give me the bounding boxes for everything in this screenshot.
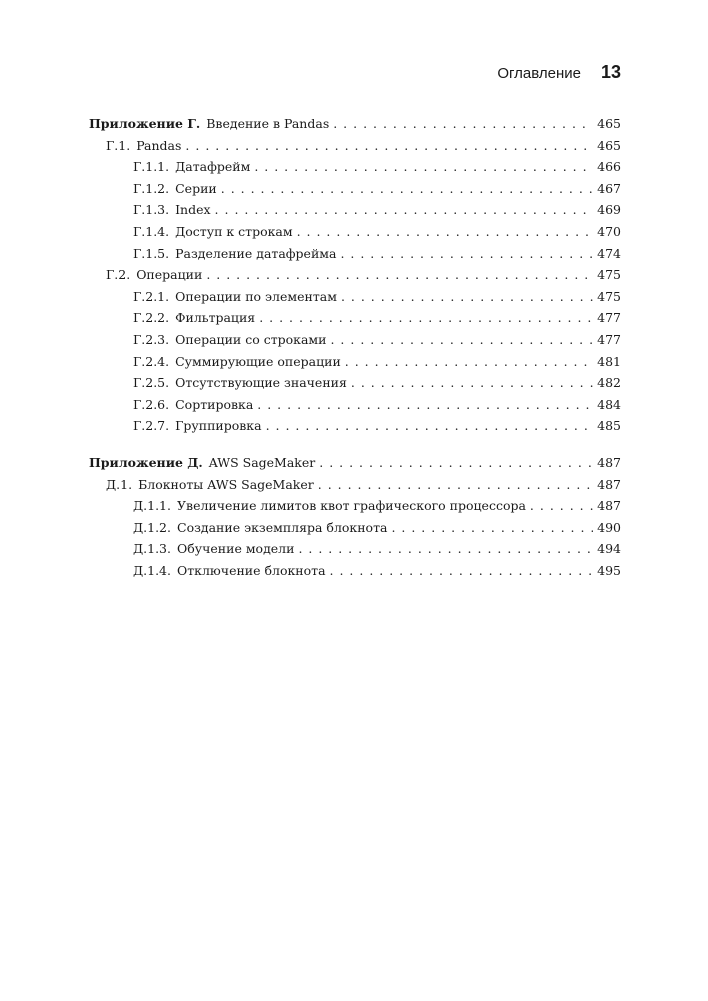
toc-entry-title: Группировка [175, 418, 262, 434]
toc-entry[interactable] [89, 372, 621, 394]
toc-entry-number: Д.1. [106, 476, 133, 492]
dot-leader [345, 351, 593, 373]
toc-entry-page: 474 [597, 245, 621, 261]
toc-entry[interactable] [89, 415, 621, 437]
dot-leader [340, 243, 593, 265]
toc-entry-page: 469 [597, 202, 621, 218]
toc-entry-label [89, 452, 315, 474]
dot-leader [333, 113, 593, 135]
toc-entry[interactable] [89, 495, 621, 517]
toc-entry-label [133, 329, 326, 351]
toc-entry[interactable] [89, 517, 621, 539]
toc-entry-title: Блокноты AWS SageMaker [138, 476, 314, 492]
dot-leader [530, 495, 593, 517]
toc-entry-label [133, 178, 217, 200]
toc-entry-title: Операции [136, 267, 203, 283]
toc-entry-number: Г.1.1. [133, 159, 170, 175]
toc-entry[interactable] [89, 351, 621, 373]
toc-entry-title: Суммирующие операции [175, 353, 341, 369]
toc-entry-number: Д.1.1. [133, 498, 171, 514]
dot-leader [318, 474, 593, 496]
toc-entry-number: Г.1.5. [133, 245, 170, 261]
toc-entry-page: 481 [597, 353, 621, 369]
toc-entry-page: 475 [597, 288, 621, 304]
toc-entry-number: Г.1.4. [133, 223, 170, 239]
toc-entry-number: Д.1.3. [133, 541, 171, 557]
dot-leader [297, 221, 594, 243]
toc-entry-label [133, 156, 250, 178]
toc-entry-page: 495 [597, 562, 621, 578]
dot-leader [330, 329, 593, 351]
toc-entry[interactable] [89, 156, 621, 178]
toc-entry[interactable] [89, 243, 621, 265]
toc-entry-number: Г.2.7. [133, 418, 170, 434]
dot-leader [391, 517, 593, 539]
toc-entry[interactable] [89, 560, 621, 582]
toc-entry-label [133, 221, 293, 243]
toc-entry-label [133, 351, 341, 373]
toc-entry-label [133, 415, 262, 437]
toc-entry-title: Введение в Pandas [206, 116, 330, 131]
dot-leader [298, 538, 593, 560]
toc-entry-label [106, 264, 202, 286]
table-of-contents [89, 113, 621, 581]
toc-entry-page: 467 [597, 180, 621, 196]
toc-entry-title: Отсутствующие значения [175, 375, 347, 391]
toc-entry-number: Г.2.1. [133, 288, 170, 304]
toc-entry-number: Д.1.2. [133, 519, 171, 535]
toc-entry-title: Index [175, 202, 211, 218]
toc-entry-page: 465 [597, 116, 621, 131]
toc-entry-title: Отключение блокнота [177, 562, 326, 578]
dot-leader [319, 452, 593, 474]
toc-entry[interactable] [89, 178, 621, 200]
toc-entry-title: Операции по элементам [175, 288, 337, 304]
toc-entry-number: Приложение Г. [89, 116, 201, 131]
toc-entry-label [133, 199, 211, 221]
toc-entry-page: 490 [597, 519, 621, 535]
toc-entry-number: Приложение Д. [89, 454, 203, 470]
toc-entry-number: Г.2.6. [133, 396, 170, 412]
toc-entry-number: Д.1.4. [133, 562, 171, 578]
dot-leader [259, 307, 593, 329]
dot-leader [215, 199, 594, 221]
toc-entry[interactable] [89, 474, 621, 496]
toc-entry-page: 465 [597, 137, 621, 153]
toc-entry-page: 482 [597, 375, 621, 391]
toc-entry-label [133, 538, 294, 560]
toc-entry-title: Доступ к строкам [175, 223, 293, 239]
toc-entry[interactable] [89, 113, 621, 135]
toc-entry-label [89, 113, 329, 135]
toc-entry-number: Г.2.5. [133, 375, 170, 391]
toc-entry-title: Обучение модели [177, 541, 295, 557]
toc-entry-page: 477 [597, 331, 621, 347]
toc-entry-number: Г.2.4. [133, 353, 170, 369]
toc-entry-number: Г.2. [106, 267, 131, 283]
toc-entry-number: Г.2.3. [133, 331, 170, 347]
dot-leader [266, 415, 594, 437]
toc-entry[interactable] [89, 264, 621, 286]
toc-entry-page: 475 [597, 267, 621, 283]
toc-entry-title: Сортировка [175, 396, 254, 412]
toc-entry[interactable] [89, 538, 621, 560]
toc-entry-number: Г.2.2. [133, 310, 170, 326]
toc-entry[interactable] [89, 221, 621, 243]
toc-entry[interactable] [89, 394, 621, 416]
toc-entry-title: Фильтрация [175, 310, 256, 326]
toc-entry-title: Создание экземпляра блокнота [177, 519, 388, 535]
toc-entry-title: AWS SageMaker [208, 454, 316, 470]
dot-leader [257, 394, 593, 416]
toc-entry-label [133, 307, 255, 329]
running-header [497, 62, 621, 83]
toc-entry-label [133, 286, 337, 308]
toc-entry-label [133, 394, 253, 416]
dot-leader [221, 178, 593, 200]
toc-entry[interactable] [89, 329, 621, 351]
toc-entry-number: Г.1. [106, 137, 131, 153]
dot-leader [330, 560, 594, 582]
dot-leader [341, 286, 593, 308]
toc-entry-page: 484 [597, 396, 621, 412]
toc-entry-title: Pandas [136, 137, 182, 153]
toc-entry-title: Операции со строками [175, 331, 327, 347]
toc-entry-title: Датафрейм [175, 159, 251, 175]
toc-entry-title: Увеличение лимитов квот графического процессора [177, 498, 526, 514]
page-number: 13 [600, 62, 621, 82]
toc-entry[interactable] [89, 307, 621, 329]
toc-entry-number: Г.1.3. [133, 202, 170, 218]
toc-entry-label [133, 560, 326, 582]
running-header-title: Оглавление [497, 65, 581, 82]
dot-leader [185, 135, 593, 157]
toc-entry-page: 466 [597, 159, 621, 175]
dot-leader [254, 156, 593, 178]
toc-entry-label [133, 372, 347, 394]
toc-entry-page: 487 [597, 454, 621, 470]
dot-leader [351, 372, 593, 394]
toc-entry-page: 494 [597, 541, 621, 557]
toc-entry-label [133, 495, 526, 517]
dot-leader [206, 264, 593, 286]
toc-entry-label [106, 135, 181, 157]
toc-entry[interactable] [89, 286, 621, 308]
toc-entry-page: 485 [597, 418, 621, 434]
toc-entry-page: 470 [597, 223, 621, 239]
toc-entry-number: Г.1.2. [133, 180, 170, 196]
toc-entry-label [133, 517, 387, 539]
toc-entry-page: 487 [597, 476, 621, 492]
toc-entry[interactable] [89, 452, 621, 474]
toc-entry-page: 477 [597, 310, 621, 326]
toc-entry-label [106, 474, 314, 496]
toc-entry[interactable] [89, 135, 621, 157]
toc-entry-page: 487 [597, 498, 621, 514]
toc-entry-title: Серии [175, 180, 217, 196]
toc-entry-label [133, 243, 336, 265]
toc-entry[interactable] [89, 199, 621, 221]
toc-entry-title: Разделение датафрейма [175, 245, 337, 261]
